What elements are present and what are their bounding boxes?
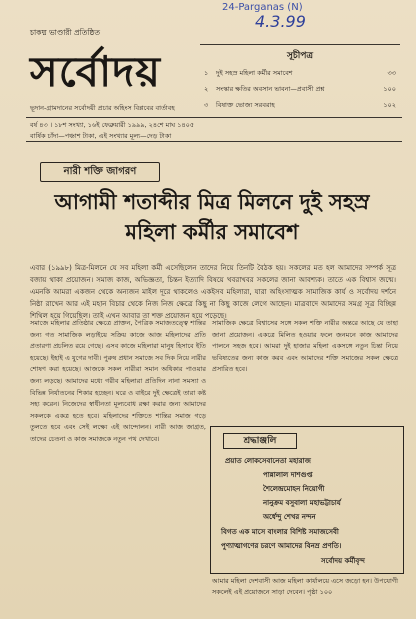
contents-item-text: দুই সহস্র মহিলা কর্মীর সমাবেশ xyxy=(216,69,293,77)
contents-item-text: সংস্কার ক্ষতির অবসান ভাবনা—প্রবাসী প্রশ্ন xyxy=(216,85,325,93)
article-headline xyxy=(22,187,402,247)
headline-line-1: আগামী শতাব্দীর মিত্র মিলনে দুই সহস্র xyxy=(54,189,370,214)
tribute-signature: সর্বোদয় কর্মীবৃন্দ xyxy=(321,557,365,565)
contents-title: সূচীপত্র xyxy=(286,51,314,61)
contents-item-number: ১ xyxy=(204,69,209,77)
tribute-line: পুণ্যাত্মাগণের চরণে আমাদের বিনম্র প্রণতি। xyxy=(221,542,342,550)
issue-meta-line: বর্ষ ৪৩ । ১৮শ সংখ্যা, ১৬ই ফেব্রুয়ারী ১৯৯৯, ২৪শে মাঘ ১৪০৫ xyxy=(30,121,195,129)
contents-item xyxy=(204,84,396,95)
tribute-line: অর্ধেন্দু শেখর নন্দন xyxy=(263,513,316,521)
tribute-line: বিগত এক মাসে বাংলার বিশিষ্ট সমাজসেবী xyxy=(221,528,339,536)
tribute-title: শ্রদ্ধাঞ্জলি xyxy=(223,433,297,449)
masthead-title: সর্বোদয় xyxy=(30,47,161,96)
article-column-left: সমাজে মহিলার প্রতিষ্ঠার ক্ষেত্রে প্রাক্তন, পৈত্রিক সমাজতত্ত্বে শান্তির জন্য গত সামাজিক লড়াইয়ে সক্রিয় কাজে আজ মহিলাদের প্রতি প্রতারণা প্রচলিত রয়ে গেছে। এসব কাজে মহিলারা মানুষ হিসাবে ইতি হয়েছে। ইহাই এ যুগের দাবী। পুরুষ প্রধান সমাজে সব দিক নিয়ে নারীর শোষণ করা হয়েছে। আজকে সকল নারীরা সমান অধিকার পাওয়ার জন্য লড়ছে। আমাদের মধ্যে গরীব মহিলারা প্রতিদিন নানা সমস্যা ও বিভিন্ন নির্যাতনের শিকার হচ্ছেন। ঘরে ও বাইরে দুই ক্ষেত্রেই তারা কষ্ট সহ্য করেন। নিজেদের স্বাধীনতা মূল্যবোধ রক্ষা করার জন্য আমাদের সকলকে একত্র হতে হবে। মহিলাদের শক্তিতে শান্তির সমাজ গড়ে তুলতে হবে এবং সেই লক্ষ্যে এই আন্দোলন। নারী আজ জাগ্রত, তাদের চেতনা ও কাজ সমাজকে নতুন পথ দেখাবে। xyxy=(30,319,206,443)
tribute-line: পান্নালাল দাশগুপ্ত xyxy=(263,471,313,479)
publisher-line: চাকদ্ম ভাণ্ডারী প্রতিষ্ঠিত xyxy=(30,28,101,37)
section-tag: নারী শক্তি জাগরণ xyxy=(40,162,160,182)
contents-item-page: ৩৩ xyxy=(387,69,396,77)
contents-item xyxy=(204,100,396,111)
contents-item-page: ১০০ xyxy=(383,85,396,93)
header-divider xyxy=(26,117,402,118)
article-column-right: সামাজিক ক্ষেত্রে বিশ্বাসের সঙ্গে সকল শক্তি নারীর অন্তরে আছে যে তাহা জানা প্রয়োজন। একত্রে মিলিত হওয়ার ফলে জনমনে কাজ আমাদের পালনে সহজ হবে। আমরা দুই হাজার মহিলা একসঙ্গে নতুন চিন্তা নিয়ে ভবিষ্যতের জন্য কাজ করব এবং আমাদের শক্তি সমাজের সকল ক্ষেত্রে প্রসারিত হবে। xyxy=(212,319,398,374)
contents-item-page: ১০২ xyxy=(383,101,396,109)
article-lead-paragraph: এবার (১৯৯৮) মিত্র-মিলনে যে সব মহিলা কর্মী এসেছিলেন তাদের নিয়ে তিনটি বৈঠক হয়। সকলের মত হল আমাদের সম্পর্ক সূত্র বজায় থাকা প্রয়োজন। সমাজ কাজ, অভিজ্ঞতা, চিন্তন ইত্যাদি বিষয়ে খবরাখবর সকলের জানা আবশ্যক। তাতে এক বিশ্বাস জন্মে। এমনকি আমরা একজন থেকে অন্যজন মাইল দূরে থাকলেও একইসব মহিলারা, যারা অহিংসাত্মক সামাজিক কার্য ও সর্বোদয় দর্শনে নিষ্ঠা রাখেন আর এই মহান বিচার থেকে নিজ নিজ ক্ষেত্রে কিছু না কিছু কাজে লেগে আছেন। মাত্রবাদে আমাদের সমগ্র সূত্র বিচ্ছিন্ন শিথিল হয়ে গিয়েছিল। তাই এখন আবার তা শক্ত প্রয়োজন হয়ে পড়েছে। xyxy=(30,264,396,320)
article-continuation: আমার মহিলা দেশবাসী আজ মহিলা কার্যালয়ে এসে জড়ো হন। উপযোগী সকলেই এই প্রয়োজনে সাড়া দেবেন। পৃষ্ঠা ১০০ xyxy=(212,577,398,596)
handwritten-date-note: 4.3.99 xyxy=(255,12,306,31)
tribute-box xyxy=(210,426,404,574)
tribute-line: প্রয়াত লোকসেবানেতা মহারাজ xyxy=(225,457,311,465)
contents-item-number: ৩ xyxy=(204,101,209,109)
tribute-line: শৈলেন্দ্রমোহন নিয়োগী xyxy=(263,485,325,493)
masthead-tagline: ভূদান-গ্রামদানের সর্বোদয়ী প্রচার অহিংস বিপ্লবের বার্তাবহ xyxy=(30,104,175,112)
contents-box xyxy=(200,44,400,117)
contents-item xyxy=(204,68,396,79)
handwritten-district-note: 24-Parganas (N) xyxy=(222,2,303,13)
subscription-line: বার্ষিক চাঁদা—পঞ্চাশ টাকা, এই সংখ্যার মূল্য—দেড় টাকা xyxy=(30,132,172,140)
contents-item-number: ২ xyxy=(204,85,209,93)
header-bottom-divider xyxy=(26,141,402,142)
tribute-line: নানুক্রম বসুবালা মহাভট্টাচার্য xyxy=(263,499,341,507)
contents-item-text: বিষাক্ত ভোজ্য সরবরাহ xyxy=(216,101,275,109)
headline-line-2: মহিলা কর্মীর সমাবেশ xyxy=(125,219,299,244)
